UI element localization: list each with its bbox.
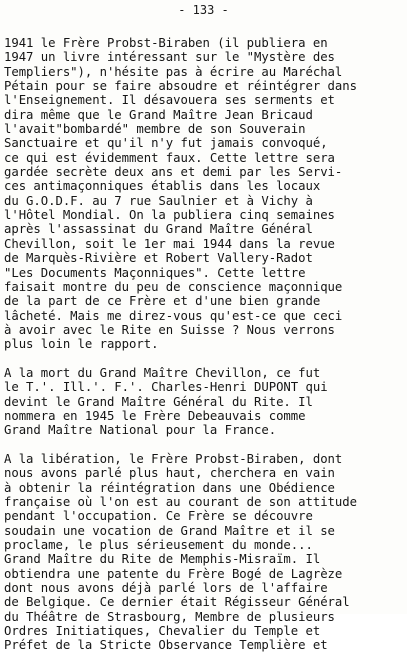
text-line: Chevillon, soit le 1er mai 1944 dans la revue <box>4 236 335 251</box>
text-line: après l'assassinat du Grand Maître Général <box>4 222 313 237</box>
text-line: gardée secrète deux ans et demi par les Servi- <box>4 165 343 180</box>
text-line: nommera en 1945 le Frère Debeauvais comme <box>4 408 306 423</box>
text-line: Grand Maître du Rite de Memphis-Misraïm. Il <box>4 552 321 567</box>
text-line: l'Hôtel Mondial. On la publiera cinq semaines <box>4 208 335 223</box>
text-line: du G.O.D.F. au 7 rue Saulnier et à Vichy à <box>4 193 313 208</box>
text-line: du Théâtre de Strasbourg, Membre de plusieurs <box>4 609 335 624</box>
text-line: Templiers"), n'hésite pas à écrire au Maréchal <box>4 64 343 79</box>
text-line: devint le Grand Maître Général du Rite. Il <box>4 394 313 409</box>
text-line: ce qui est évidemment faux. Cette lettre sera <box>4 150 335 165</box>
text-line: proclame, le plus sérieusement du monde... <box>4 538 313 553</box>
text-line: l'Enseignement. Il désavouera ses serments et <box>4 93 335 108</box>
text-line: Ordres Initiatiques, Chevalier du Temple et <box>4 624 321 639</box>
text-line: Sanctuaire et qu'il n'y fut jamais convoqué, <box>4 136 328 151</box>
text-line: à obtenir la réintégration dans une Obédience <box>4 480 335 495</box>
text-line: lâcheté. Mais me direz-vous qu'est-ce que ceci <box>4 308 343 323</box>
text-line: plus loin le rapport. <box>4 337 159 352</box>
text-line: l'avait"bombardé" membre de son Souverain <box>4 122 306 137</box>
text-line: ces antimaçonniques établis dans les locaux <box>4 179 321 194</box>
text-line: à avoir avec le Rite en Suisse ? Nous verrons <box>4 322 335 337</box>
body-text <box>4 36 406 653</box>
text-line: 1947 un livre intéressant sur le "Mystère des <box>4 50 335 65</box>
paragraph <box>4 366 406 438</box>
text-line: A la mort du Grand Maître Chevillon, ce fut <box>4 365 321 380</box>
text-line: de Marquès-Rivière et Robert Vallery-Radot <box>4 251 313 266</box>
text-line: faisait montre du peu de conscience maçonnique <box>4 279 343 294</box>
text-line: de Belgique. Ce dernier était Régisseur Général <box>4 595 350 610</box>
text-line: 1941 le Frère Probst-Biraben (il publiera en <box>4 36 328 50</box>
paragraph <box>4 36 406 352</box>
paragraph-spacer <box>4 352 406 366</box>
text-line: Pétain pour se faire absoudre et réintégrer dans <box>4 79 357 94</box>
text-line: Grand Maître National pour la France. <box>4 423 277 438</box>
text-line: dont nous avons déjà parlé lors de l'affaire <box>4 581 328 596</box>
text-line: française où l'on est au courant de son attitude <box>4 495 357 509</box>
text-line: "Les Documents Maçonniques". Cette lettre <box>4 265 306 280</box>
text-line: obtiendra une patente du Frère Bogé de Lagrèze <box>4 566 343 581</box>
paragraph-spacer <box>4 438 406 452</box>
paragraph <box>4 452 406 653</box>
text-line: le T.'. Ill.'. F.'. Charles-Henri DUPONT qui <box>4 380 328 395</box>
text-line: Préfet de la Stricte Observance Templière et <box>4 638 328 653</box>
text-line: A la libération, le Frère Probst-Biraben, dont <box>4 451 343 466</box>
text-line: nous avons parlé plus haut, cherchera en vain <box>4 466 335 481</box>
text-line: soudain une vocation de Grand Maître et il se <box>4 523 335 538</box>
text-line: dira même que le Grand Maître Jean Bricaud <box>4 107 313 122</box>
text-line: pendant l'occupation. Ce Frère se découvre <box>4 509 313 524</box>
text-line: de la part de ce Frère et d'une bien grande <box>4 294 321 309</box>
page-number: - 133 - <box>178 3 229 17</box>
